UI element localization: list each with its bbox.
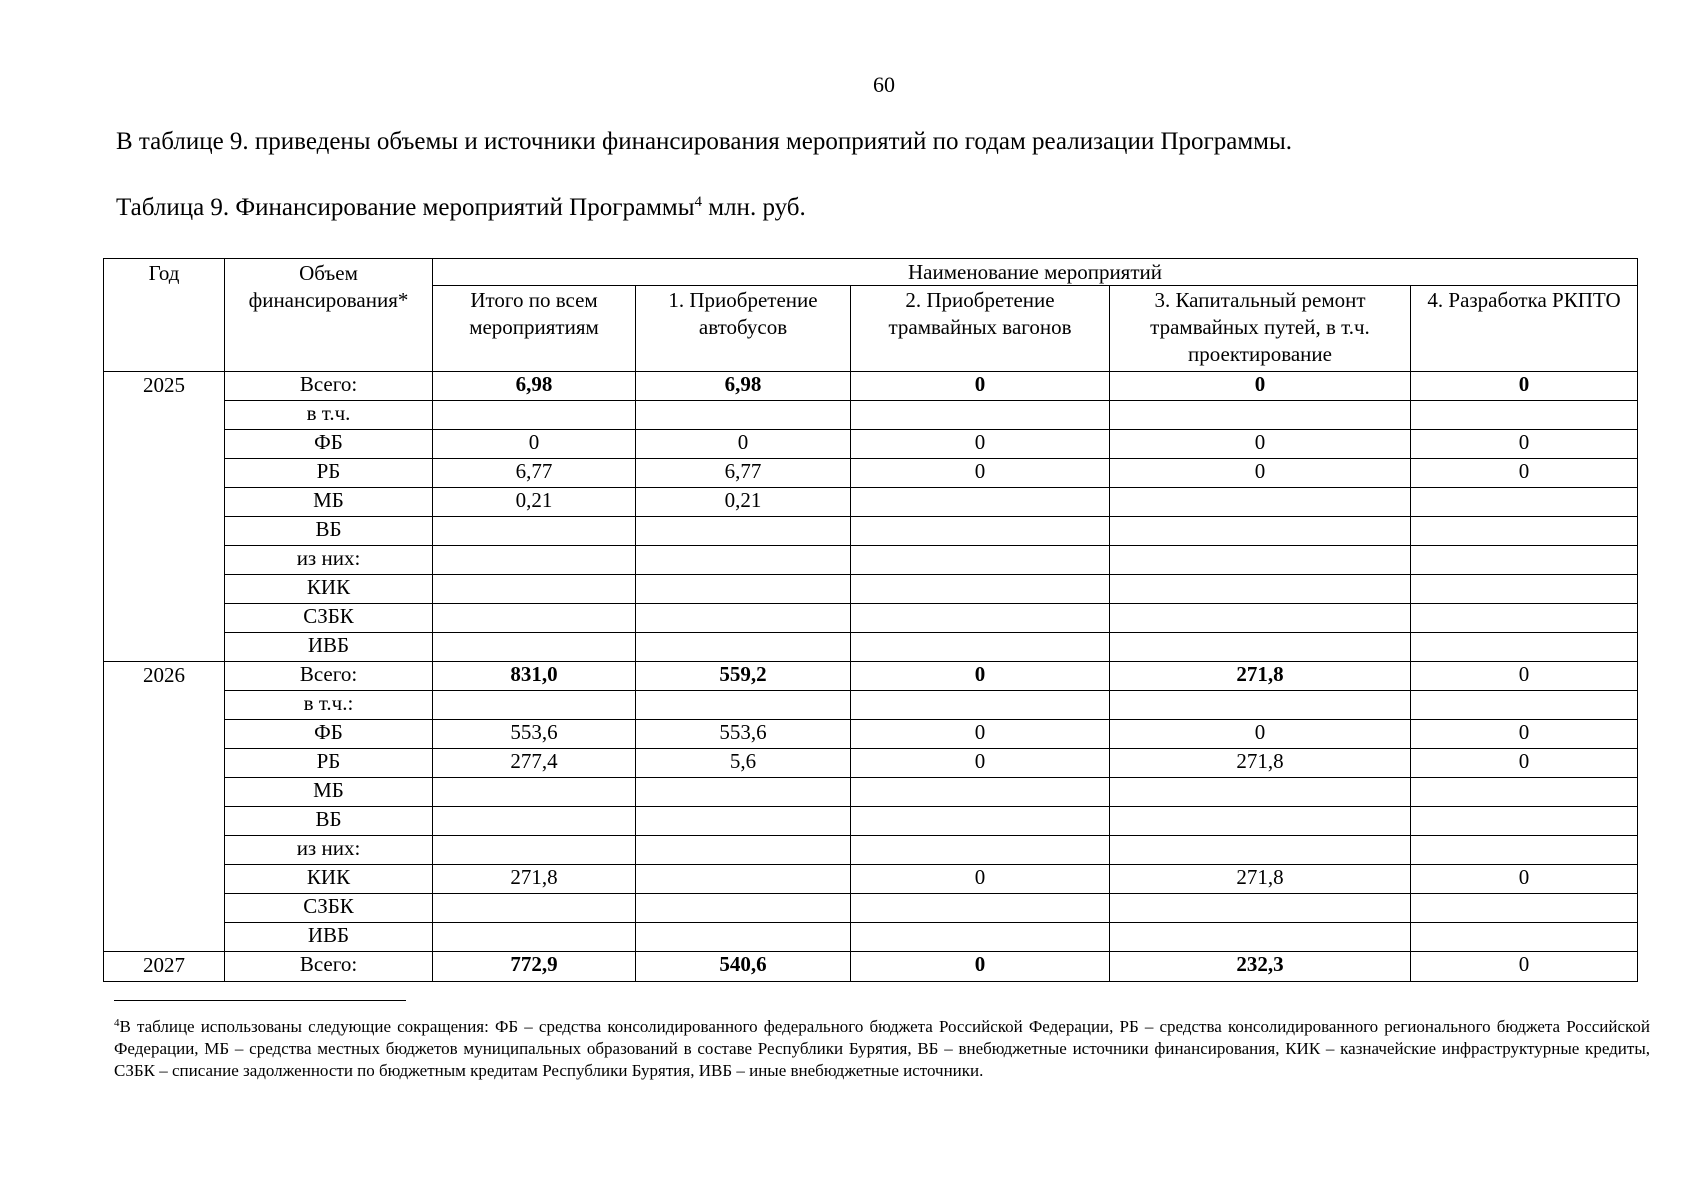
funding-source-label: ФБ (225, 430, 433, 459)
table-header (104, 259, 1638, 372)
rkpto-value (1411, 546, 1638, 575)
header-track-repair: 3. Капитальный ремонт трамвайных путей, в т.ч. проектирование (1110, 286, 1411, 372)
table-row (104, 401, 1638, 430)
total-value (433, 691, 636, 720)
track-repair-value (1110, 633, 1411, 662)
funding-source-label: МБ (225, 488, 433, 517)
funding-source-label: СЗБК (225, 604, 433, 633)
rkpto-value (1411, 604, 1638, 633)
rkpto-value (1411, 894, 1638, 923)
funding-source-label: ИВБ (225, 923, 433, 952)
tram-cars-value: 0 (851, 749, 1110, 778)
tram-cars-value: 0 (851, 720, 1110, 749)
rkpto-value (1411, 575, 1638, 604)
rkpto-value (1411, 488, 1638, 517)
rkpto-value (1411, 691, 1638, 720)
funding-source-label: Всего: (225, 952, 433, 982)
rkpto-value: 0 (1411, 865, 1638, 894)
footnote (114, 1012, 1650, 1082)
funding-source-label: КИК (225, 865, 433, 894)
total-value (433, 575, 636, 604)
funding-source-label: МБ (225, 778, 433, 807)
total-value (433, 807, 636, 836)
rkpto-value: 0 (1411, 720, 1638, 749)
buses-value: 559,2 (636, 662, 851, 691)
funding-source-label: КИК (225, 575, 433, 604)
table-row (104, 575, 1638, 604)
track-repair-value (1110, 575, 1411, 604)
tram-cars-value (851, 488, 1110, 517)
caption-text: Таблица 9. Финансирование мероприятий Программы (116, 194, 695, 221)
table-row (104, 517, 1638, 546)
table-row (104, 894, 1638, 923)
table-row (104, 691, 1638, 720)
buses-value (636, 575, 851, 604)
footnote-divider (114, 1000, 406, 1001)
funding-source-label: ВБ (225, 807, 433, 836)
tram-cars-value (851, 517, 1110, 546)
rkpto-value: 0 (1411, 430, 1638, 459)
rkpto-value (1411, 807, 1638, 836)
table-row (104, 807, 1638, 836)
track-repair-value (1110, 836, 1411, 865)
header-rkpto: 4. Разработка РКПТО (1411, 286, 1638, 372)
buses-value (636, 633, 851, 662)
total-value (433, 836, 636, 865)
table-row (104, 662, 1638, 691)
track-repair-value (1110, 517, 1411, 546)
header-total: Итого по всем мероприятиям (433, 286, 636, 372)
table-row (104, 952, 1638, 982)
buses-value (636, 807, 851, 836)
total-value (433, 401, 636, 430)
buses-value (636, 923, 851, 952)
track-repair-value: 232,3 (1110, 952, 1411, 982)
table-row (104, 865, 1638, 894)
year-cell: 2025 (104, 372, 225, 662)
funding-source-label: РБ (225, 459, 433, 488)
track-repair-value: 0 (1110, 459, 1411, 488)
track-repair-value: 271,8 (1110, 865, 1411, 894)
header-tram-cars: 2. Приобретение трамвайных вагонов (851, 286, 1110, 372)
year-cell: 2026 (104, 662, 225, 952)
footnote-mark: 4 (114, 1017, 120, 1029)
financing-table (103, 258, 1638, 982)
buses-value: 0,21 (636, 488, 851, 517)
buses-value: 553,6 (636, 720, 851, 749)
rkpto-value: 0 (1411, 459, 1638, 488)
track-repair-value (1110, 401, 1411, 430)
track-repair-value: 271,8 (1110, 749, 1411, 778)
table-row (104, 604, 1638, 633)
buses-value (636, 517, 851, 546)
track-repair-value (1110, 807, 1411, 836)
funding-source-label: ВБ (225, 517, 433, 546)
header-measures-group: Наименование мероприятий (433, 259, 1638, 286)
table-row (104, 488, 1638, 517)
funding-source-label: в т.ч.: (225, 691, 433, 720)
buses-value (636, 894, 851, 923)
rkpto-value (1411, 923, 1638, 952)
tram-cars-value (851, 575, 1110, 604)
tram-cars-value: 0 (851, 662, 1110, 691)
buses-value (636, 604, 851, 633)
table-row (104, 923, 1638, 952)
buses-value (636, 546, 851, 575)
funding-source-label: Всего: (225, 662, 433, 691)
total-value: 553,6 (433, 720, 636, 749)
buses-value (636, 778, 851, 807)
table-row (104, 749, 1638, 778)
tram-cars-value (851, 894, 1110, 923)
tram-cars-value: 0 (851, 372, 1110, 401)
tram-cars-value: 0 (851, 865, 1110, 894)
track-repair-value: 0 (1110, 372, 1411, 401)
intro-paragraph: В таблице 9. приведены объемы и источники финансирования мероприятий по годам реализации Программы. (116, 128, 1293, 155)
buses-value: 540,6 (636, 952, 851, 982)
track-repair-value (1110, 546, 1411, 575)
tram-cars-value (851, 604, 1110, 633)
total-value: 772,9 (433, 952, 636, 982)
tram-cars-value (851, 778, 1110, 807)
table-body (104, 372, 1638, 982)
total-value: 0 (433, 430, 636, 459)
table-row (104, 372, 1638, 401)
buses-value (636, 691, 851, 720)
rkpto-value: 0 (1411, 952, 1638, 982)
track-repair-value: 0 (1110, 430, 1411, 459)
table-row (104, 778, 1638, 807)
header-buses: 1. Приобретение автобусов (636, 286, 851, 372)
rkpto-value: 0 (1411, 749, 1638, 778)
track-repair-value: 0 (1110, 720, 1411, 749)
total-value (433, 633, 636, 662)
total-value: 6,77 (433, 459, 636, 488)
track-repair-value (1110, 691, 1411, 720)
track-repair-value (1110, 778, 1411, 807)
tram-cars-value: 0 (851, 952, 1110, 982)
table-row (104, 459, 1638, 488)
buses-value (636, 836, 851, 865)
rkpto-value (1411, 633, 1638, 662)
buses-value: 0 (636, 430, 851, 459)
total-value: 6,98 (433, 372, 636, 401)
rkpto-value (1411, 401, 1638, 430)
funding-source-label: РБ (225, 749, 433, 778)
funding-source-label: Всего: (225, 372, 433, 401)
total-value (433, 778, 636, 807)
total-value: 831,0 (433, 662, 636, 691)
buses-value (636, 401, 851, 430)
table-row (104, 836, 1638, 865)
track-repair-value: 271,8 (1110, 662, 1411, 691)
rkpto-value (1411, 778, 1638, 807)
tram-cars-value (851, 401, 1110, 430)
table-row (104, 633, 1638, 662)
funding-source-label: из них: (225, 546, 433, 575)
total-value: 277,4 (433, 749, 636, 778)
year-cell: 2027 (104, 952, 225, 982)
table-row (104, 430, 1638, 459)
track-repair-value (1110, 604, 1411, 633)
tram-cars-value: 0 (851, 430, 1110, 459)
track-repair-value (1110, 923, 1411, 952)
total-value (433, 604, 636, 633)
buses-value: 5,6 (636, 749, 851, 778)
footnote-text: В таблице использованы следующие сокращения: ФБ – средства консолидированного федерального бюджета Российской Федерации, РБ – средства консолидированного регионального бюджета Российской Федерации, МБ – средства местных бюджетов муниципальных образований в составе Республики Бурятия, ВБ – внебюджетные источники финансирования, КИК – казначейские инфраструктурные кредиты, СЗБК – списание задолженности по бюджетным кредитам Республики Бурятия, ИВБ – иные внебюджетные источники. (114, 1017, 1650, 1080)
rkpto-value (1411, 836, 1638, 865)
total-value (433, 517, 636, 546)
funding-source-label: из них: (225, 836, 433, 865)
tram-cars-value (851, 691, 1110, 720)
total-value (433, 923, 636, 952)
caption-unit: млн. руб. (702, 194, 806, 221)
track-repair-value (1110, 894, 1411, 923)
funding-source-label: ФБ (225, 720, 433, 749)
table-row (104, 546, 1638, 575)
total-value: 271,8 (433, 865, 636, 894)
funding-source-label: ИВБ (225, 633, 433, 662)
caption-footnote-mark: 4 (694, 194, 703, 210)
rkpto-value (1411, 517, 1638, 546)
total-value (433, 894, 636, 923)
table-row (104, 720, 1638, 749)
buses-value: 6,77 (636, 459, 851, 488)
funding-source-label: в т.ч. (225, 401, 433, 430)
tram-cars-value: 0 (851, 459, 1110, 488)
tram-cars-value (851, 633, 1110, 662)
tram-cars-value (851, 923, 1110, 952)
track-repair-value (1110, 488, 1411, 517)
buses-value (636, 865, 851, 894)
table-caption (116, 194, 806, 222)
header-year: Год (104, 259, 225, 372)
tram-cars-value (851, 836, 1110, 865)
tram-cars-value (851, 807, 1110, 836)
total-value: 0,21 (433, 488, 636, 517)
buses-value: 6,98 (636, 372, 851, 401)
tram-cars-value (851, 546, 1110, 575)
total-value (433, 546, 636, 575)
rkpto-value: 0 (1411, 372, 1638, 401)
funding-source-label: СЗБК (225, 894, 433, 923)
page-number: 60 (873, 72, 895, 97)
header-volume: Объем финансирования* (225, 259, 433, 372)
rkpto-value: 0 (1411, 662, 1638, 691)
